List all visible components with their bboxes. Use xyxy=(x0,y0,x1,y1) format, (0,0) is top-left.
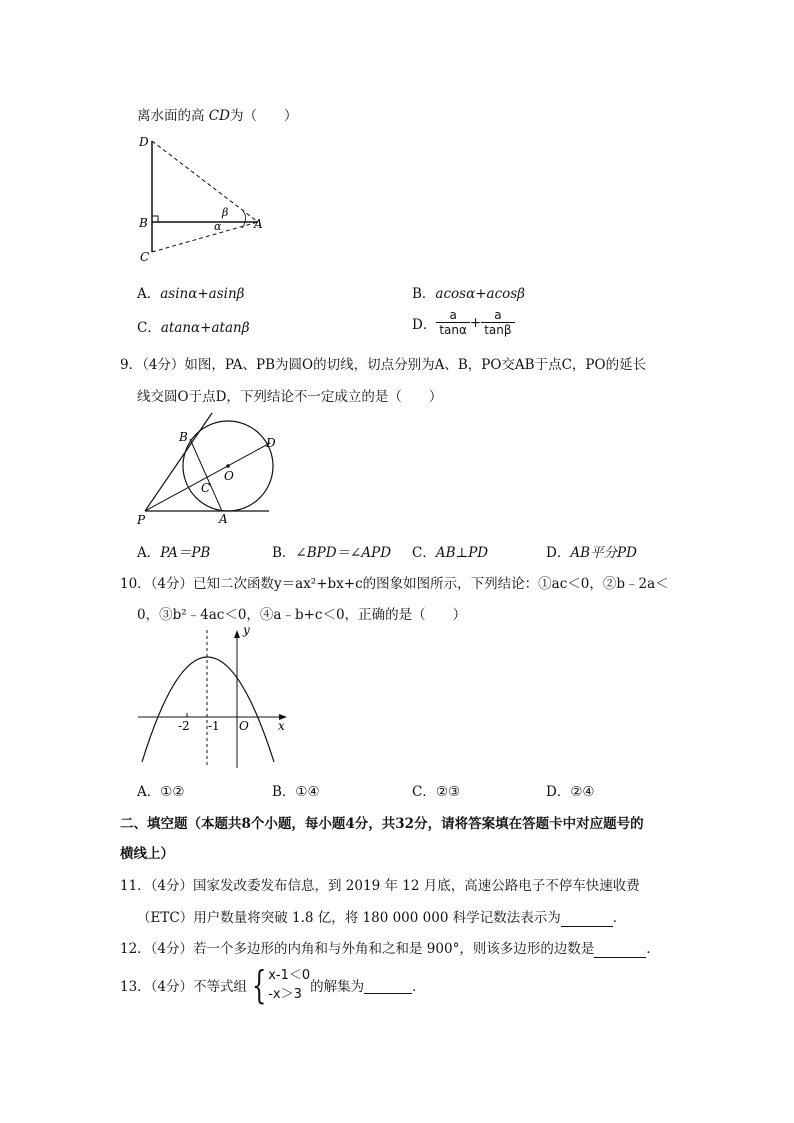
q11-question-line1: 11．（4分）国家发改委发布信息，到 2019 年 12 月底，高速公路电子不停车快速收费 xyxy=(120,878,640,894)
q13-post: 的解集为 xyxy=(310,979,365,995)
q13-inequality-2: -x＞3 xyxy=(268,987,302,1002)
q10-option-d[interactable] xyxy=(546,780,595,800)
q9-question-line1: 9．（4分）如图，PA、PB为圆O的切线，切点分别为A、B，PO交AB于点C，PO的延长 xyxy=(120,357,647,373)
option-label: D． xyxy=(546,784,571,800)
q8-tail-post: 为（ ） xyxy=(229,108,298,124)
q10-question-line1: 10．（4分）已知二次函数y＝ax²+bx+c的图象如图所示，下列结论：①ac＜0，②b﹣2a＜ xyxy=(120,576,669,592)
section2-heading-line2: 横线上） xyxy=(120,846,174,862)
q12-answer-blank[interactable] xyxy=(594,941,646,958)
q10-tick-m1-label: -1 xyxy=(208,719,220,733)
q11-question-line2 xyxy=(137,906,626,927)
q9-label-b: B xyxy=(179,430,188,444)
q8-option-c[interactable] xyxy=(137,316,250,336)
q8-label-a: A xyxy=(254,217,263,231)
q9-option-d[interactable] xyxy=(546,541,637,561)
q10-option-b[interactable] xyxy=(272,780,320,800)
q11-text: （ETC）用户数量将突破 1.8 亿，将 180 000 000 科学记数法表示为 xyxy=(137,910,561,926)
q8-option-b[interactable] xyxy=(412,282,525,302)
q13-brace: { xyxy=(251,963,267,1007)
q8-arc-alpha xyxy=(242,222,245,228)
fraction-numerator: a xyxy=(481,308,514,323)
q10-y-label: y xyxy=(243,623,250,637)
q8-label-beta: β xyxy=(222,206,229,219)
q8-tail-var: CD xyxy=(208,108,230,124)
option-text: ①④ xyxy=(295,784,320,800)
q13-answer-blank[interactable] xyxy=(364,977,412,994)
q8-line-ca xyxy=(152,222,258,252)
option-text: ②③ xyxy=(435,784,461,800)
q8-option-d[interactable] xyxy=(412,308,515,338)
q9-label-p: P xyxy=(137,513,146,527)
q11-end: ． xyxy=(612,910,627,926)
option-label: B． xyxy=(272,784,296,800)
option-label: B． xyxy=(272,545,296,561)
q8-label-c: C xyxy=(140,250,150,264)
q9-chord-ab xyxy=(190,439,222,511)
q8-right-angle xyxy=(152,216,158,222)
fraction-numerator: a xyxy=(436,308,470,323)
q12-end: ． xyxy=(646,941,660,957)
q9-option-b[interactable] xyxy=(272,541,391,561)
option-label: A． xyxy=(137,784,161,800)
q10-graph xyxy=(132,622,292,770)
q13-pre: 13．（4分）不等式组 xyxy=(120,979,248,995)
q8-label-alpha: α xyxy=(214,220,222,233)
fraction-denominator: tanβ xyxy=(484,323,512,337)
option-text: atanα+atanβ xyxy=(160,320,250,336)
option-text: AB⊥PD xyxy=(435,545,489,561)
option-label: C． xyxy=(137,320,161,336)
option-label: D． xyxy=(546,545,571,561)
q8-fraction-1 xyxy=(436,308,470,338)
q12-question xyxy=(120,937,660,958)
q9-center-dot xyxy=(226,464,230,468)
option-text: acosα+acosβ xyxy=(435,286,525,302)
q8-label-d: D xyxy=(139,135,149,149)
q10-x-label: x xyxy=(278,719,285,733)
q13-question xyxy=(120,963,426,1007)
q8-fraction-2 xyxy=(481,308,514,338)
q9-question-line2: 线交圆O于点D，下列结论不一定成立的是（ ） xyxy=(137,389,443,405)
q13-inequality-1: x-1＜0 xyxy=(268,968,311,983)
section2-heading-line1: 二、填空题（本题共8个小题，每小题4分，共32分，请将答案填在答题卡中对应题号的 xyxy=(120,816,644,832)
q10-parabola xyxy=(142,657,274,762)
option-text: asinα+asinβ xyxy=(160,286,245,302)
q8-option-a[interactable] xyxy=(137,282,244,302)
q10-y-arrow xyxy=(234,630,240,638)
q8-arc-beta xyxy=(243,211,246,222)
q9-label-o: O xyxy=(224,469,234,483)
q9-figure xyxy=(132,410,282,530)
q12-text: 12．（4分）若一个多边形的内角和与外角和之和是 900°，则该多边形的边数是 xyxy=(120,941,595,957)
q8-tail-pre: 离水面的高 xyxy=(137,108,209,124)
q8-question-tail xyxy=(137,104,297,124)
q9-label-d: D xyxy=(266,436,276,450)
option-text: ①② xyxy=(160,784,185,800)
option-label: D． xyxy=(412,317,437,333)
q9-option-c[interactable] xyxy=(412,541,488,561)
q10-option-c[interactable] xyxy=(412,780,460,800)
q8-figure xyxy=(130,128,280,268)
option-text: ∠BPD＝∠APD xyxy=(295,545,392,561)
q9-label-a: A xyxy=(219,512,228,526)
q13-inequality-system xyxy=(268,966,310,1004)
option-label: C． xyxy=(412,784,436,800)
option-label: C． xyxy=(412,545,436,561)
q13-end: ． xyxy=(412,979,426,995)
option-text: AB平分PD xyxy=(570,545,637,561)
fraction-denominator: tanα xyxy=(439,323,467,337)
option-text: PA＝PB xyxy=(160,545,211,561)
q10-option-a[interactable] xyxy=(137,780,184,800)
q9-tangent-pb xyxy=(145,413,212,511)
option-label: A． xyxy=(137,286,161,302)
option-label: B． xyxy=(412,286,436,302)
q9-option-a[interactable] xyxy=(137,541,210,561)
q10-question-line2: 0，③b²﹣4ac＜0，④a﹣b+c＜0，正确的是（ ） xyxy=(137,607,467,623)
q11-answer-blank[interactable] xyxy=(561,910,613,927)
option-label: A． xyxy=(137,545,161,561)
q9-label-c: C xyxy=(201,481,211,495)
plus-sign: + xyxy=(469,315,482,331)
q10-tick-m2-label: -2 xyxy=(178,719,190,733)
q10-origin-label: O xyxy=(239,719,249,733)
q9-line-pd xyxy=(145,443,270,511)
q8-label-b: B xyxy=(139,216,148,230)
option-text: ②④ xyxy=(570,784,595,800)
q8-line-da xyxy=(152,141,258,222)
